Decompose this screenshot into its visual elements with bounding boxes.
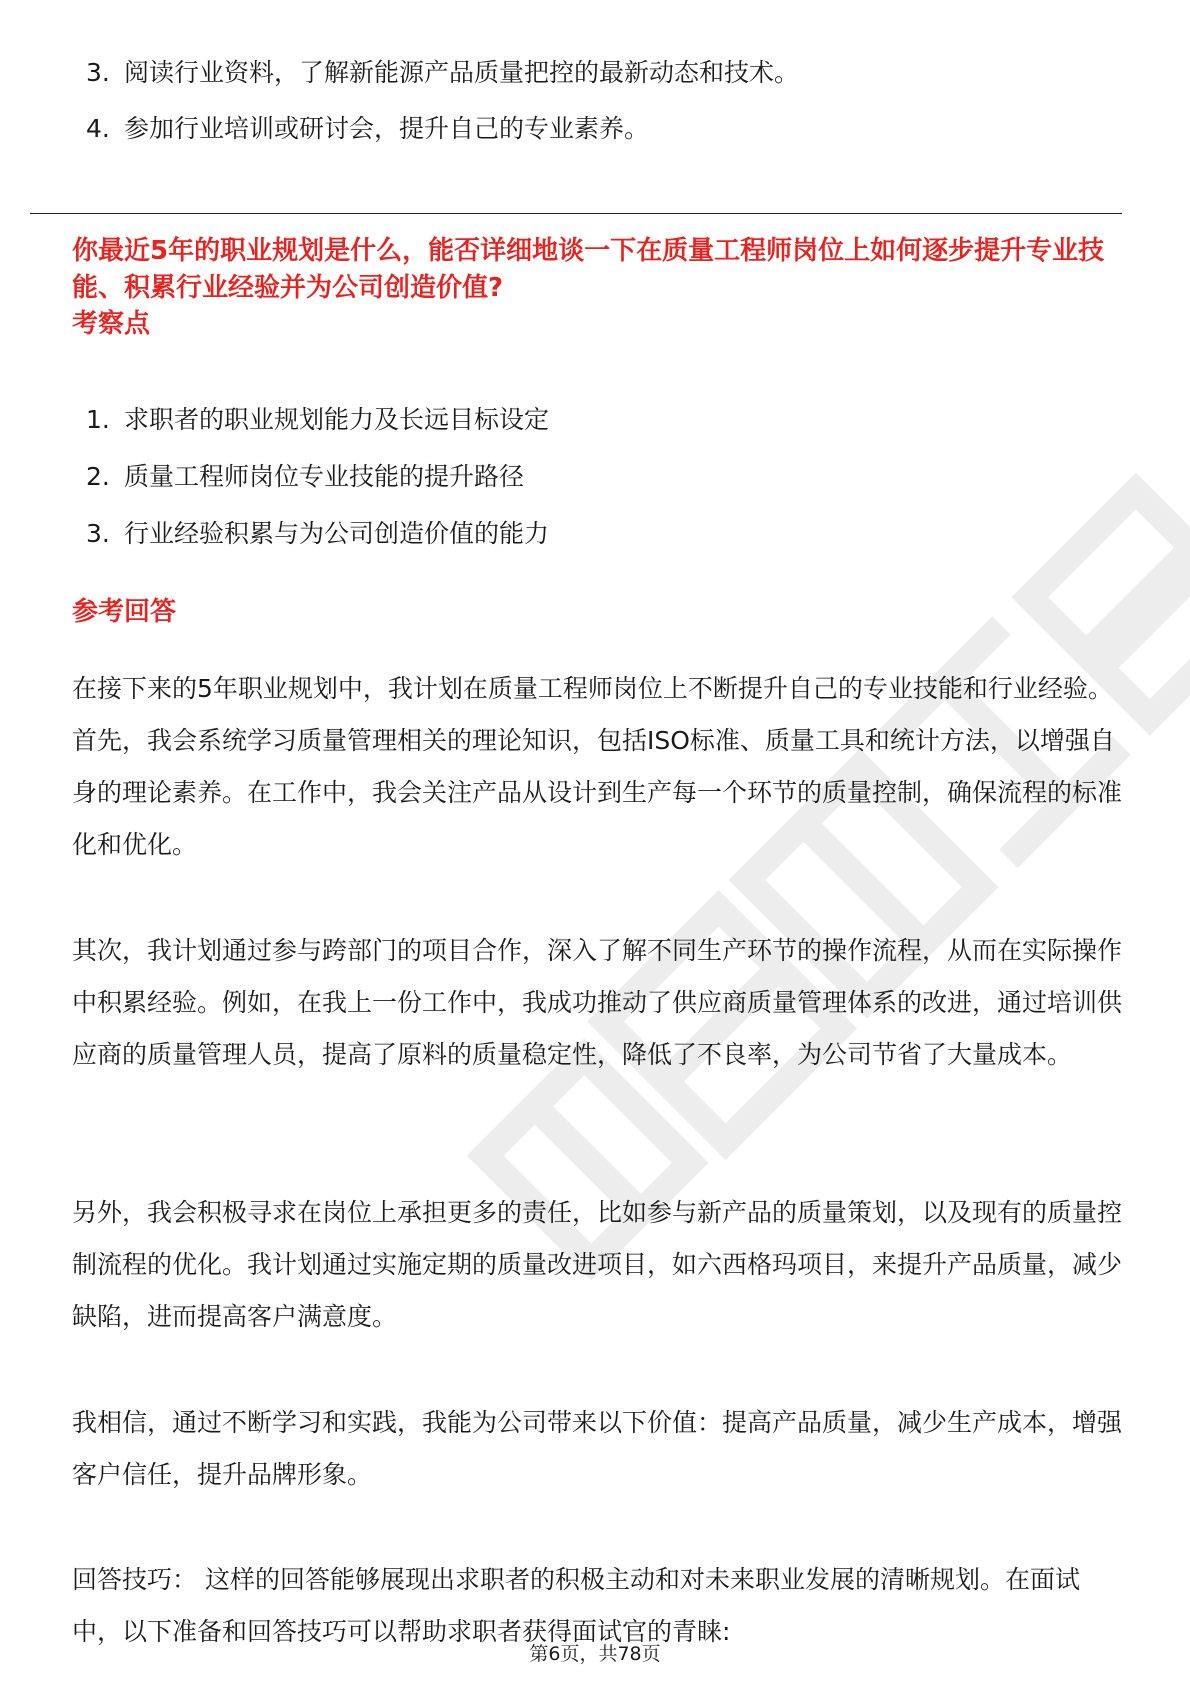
list-item xyxy=(72,55,799,91)
answer-paragraph: 在接下来的5年职业规划中，我计划在质量工程师岗位上不断提升自己的专业技能和行业经验。首先，我会系统学习质量管理相关的理论知识，包括ISO标准、质量工具和统计方法，以增强自身的理论素养。在工作中，我会关注产品从设计到生产每一个环节的质量控制，确保流程的标准化和优化。 xyxy=(72,674,1123,859)
answer-paragraph: 其次，我计划通过参与跨部门的项目合作，深入了解不同生产环节的操作流程，从而在实际操作中积累经验。例如，在我上一份工作中，我成功推动了供应商质量管理体系的改进，通过培训供应商的质量管理人员，提高了原料的质量稳定性，降低了不良率，为公司节省了大量成本。 xyxy=(72,936,1123,1069)
previous-list xyxy=(72,55,799,167)
list-item xyxy=(72,111,799,147)
list-text: 阅读行业资料，了解新能源产品质量把控的最新动态和技术。 xyxy=(124,58,800,87)
list-number: 2. xyxy=(86,462,110,491)
answer-paragraph: 我相信，通过不断学习和实践，我能为公司带来以下价值：提高产品质量，减少生产成本，增强客户信任，提升品牌形象。 xyxy=(72,1408,1123,1489)
list-number: 4. xyxy=(86,114,110,143)
list-item xyxy=(72,402,549,438)
list-number: 1. xyxy=(86,405,110,434)
list-text: 参加行业培训或研讨会，提升自己的专业素养。 xyxy=(124,114,650,143)
answer-tips: 回答技巧： 这样的回答能够展现出求职者的积极主动和对未来职业发展的清晰规划。在面试中，以下准备和回答技巧可以帮助求职者获得面试官的青睐: xyxy=(72,1565,1080,1646)
list-text: 求职者的职业规划能力及长远目标设定 xyxy=(124,405,550,434)
focus-points-list xyxy=(72,402,549,573)
answer-title: 参考回答 xyxy=(72,597,177,627)
focus-title: 考察点 xyxy=(72,309,151,339)
list-number: 3. xyxy=(86,58,110,87)
list-text: 行业经验积累与为公司创造价值的能力 xyxy=(124,519,550,548)
list-item xyxy=(72,516,549,552)
page-footer: 第6页，共78页 xyxy=(529,1643,661,1665)
list-text: 质量工程师岗位专业技能的提升路径 xyxy=(124,462,525,491)
list-number: 3. xyxy=(86,519,110,548)
interview-question: 你最近5年的职业规划是什么，能否详细地谈一下在质量工程师岗位上如何逐步提升专业技能、积累行业经验并为公司创造价值? xyxy=(72,236,1105,303)
list-item xyxy=(72,459,549,495)
answer-paragraph: 另外，我会积极寻求在岗位上承担更多的责任，比如参与新产品的质量策划，以及现有的质量控制流程的优化。我计划通过实施定期的质量改进项目，如六西格玛项目，来提升产品质量，减少缺陷，进而提高客户满意度。 xyxy=(72,1198,1123,1331)
section-divider xyxy=(30,213,1122,214)
